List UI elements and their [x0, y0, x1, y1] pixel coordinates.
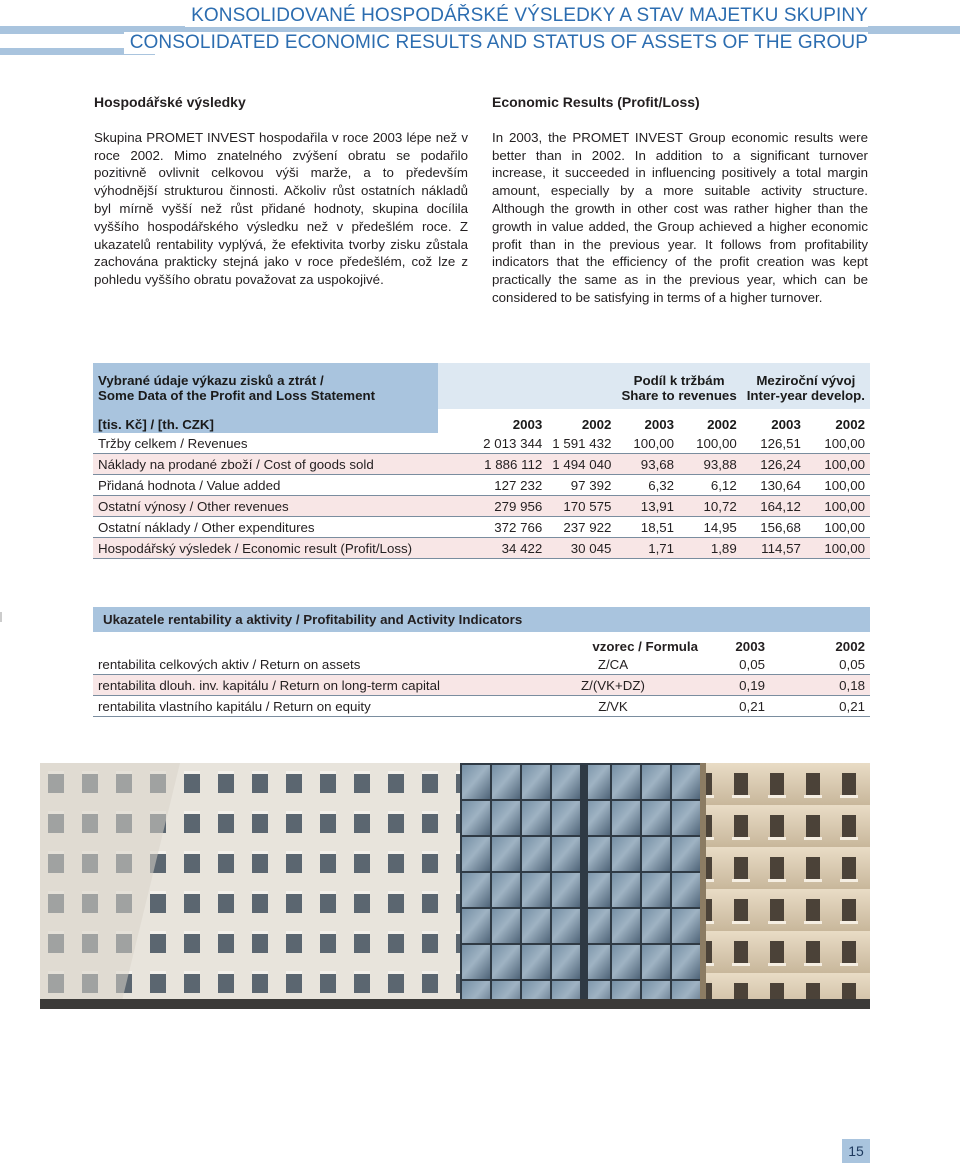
profitability-table — [93, 607, 870, 717]
year-head: 2003 — [616, 409, 679, 433]
table-row: Ostatní náklady / Other expenditures 372 766 237 922 18,51 14,95 156,68 100,00 — [93, 517, 870, 538]
page-title-cz: KONSOLIDOVANÉ HOSPODÁŘSKÉ VÝSLEDKY A STAV MAJETKU SKUPINY — [185, 5, 868, 27]
margin-mark — [0, 612, 2, 622]
buildings-photo — [40, 763, 870, 1009]
left-column — [94, 94, 468, 289]
inter-head-cz: Meziroční vývoj — [742, 363, 870, 388]
year-head: 2003 — [742, 409, 806, 433]
table-row: rentabilita celkových aktiv / Return on assets Z/CA 0,05 0,05 — [93, 654, 870, 675]
right-heading: Economic Results (Profit/Loss) — [492, 94, 700, 110]
year-head: 2003 — [438, 409, 548, 433]
formula-head: vzorec / Formula — [592, 639, 698, 654]
unit-label: [tis. Kč] / [th. CZK] — [93, 409, 438, 433]
inter-head-en: Inter-year develop. — [742, 388, 870, 409]
left-body: Skupina PROMET INVEST hospodařila v roce 2003 lépe než v roce 2002. Mimo znatelného zvýšení obratu se podařilo pozitivně ovlivnit celkovou výši marže, a to především výhodnější strukturou činnosti. Ačkoliv růst ostatních nákladů byl mírně vyšší než růst přidané hodnoty, skupina docílila vyššího hospodářského výsledku než v předešlém roce. Z ukazatelů rentability vyplývá, že efektivita tvorby zisku zůstala zachována prakticky stejná jako v roce předešlém, což lze z pohledu vyššího obratu považovat za uspokojivé. — [94, 129, 468, 288]
left-heading: Hospodářské výsledky — [94, 94, 246, 110]
share-head-cz: Podíl k tržbám — [616, 363, 741, 388]
table-row: rentabilita dlouh. inv. kapitálu / Return on long-term capital Z/(VK+DZ) 0,19 0,18 — [93, 675, 870, 696]
profit-loss-table — [93, 363, 870, 559]
year-head: 2002 — [806, 409, 870, 433]
right-body: In 2003, the PROMET INVEST Group economic results were better than in 2002. In addition to a significant turnover increase, it succeeded in influencing positively a total margin amount, especially by a more suitable activity structure. Although the growth in other cost was rather higher than the growth in value added, the Group achieved a higher economic profit than in the previous year. It follows from profitability indicators that the efficiency of the profit creation was kept practically the same as in the previous year, which can be considered to be satisfying in terms of a higher turnover. — [492, 129, 868, 305]
right-column — [492, 94, 868, 307]
table-row: Tržby celkem / Revenues 2 013 344 1 591 432 100,00 100,00 126,51 100,00 — [93, 433, 870, 454]
page-title-en: CONSOLIDATED ECONOMIC RESULTS AND STATUS OF ASSETS OF THE GROUP — [124, 32, 868, 54]
share-head-en: Share to revenues — [616, 388, 741, 409]
table-row: Přidaná hodnota / Value added 127 232 97 392 6,32 6,12 130,64 100,00 — [93, 475, 870, 496]
page-number: 15 — [842, 1139, 870, 1163]
year-head: 2002 — [835, 639, 865, 654]
year-head: 2002 — [547, 409, 616, 433]
table-row: Ostatní výnosy / Other revenues 279 956 170 575 13,91 10,72 164,12 100,00 — [93, 496, 870, 517]
table-row: Náklady na prodané zboží / Cost of goods sold 1 886 112 1 494 040 93,68 93,88 126,24 100,00 — [93, 454, 870, 475]
table1-title-cz: Vybrané údaje výkazu zisků a ztrát / — [93, 363, 438, 388]
year-head: 2003 — [735, 639, 765, 654]
table-row: Hospodářský výsledek / Economic result (Profit/Loss) 34 422 30 045 1,71 1,89 114,57 100,00 — [93, 538, 870, 559]
table1-title-en: Some Data of the Profit and Loss Statement — [93, 388, 438, 409]
year-head: 2002 — [679, 409, 742, 433]
table-row: rentabilita vlastního kapitálu / Return on equity Z/VK 0,21 0,21 — [93, 696, 870, 717]
table2-title: Ukazatele rentability a aktivity / Profitability and Activity Indicators — [93, 607, 870, 632]
